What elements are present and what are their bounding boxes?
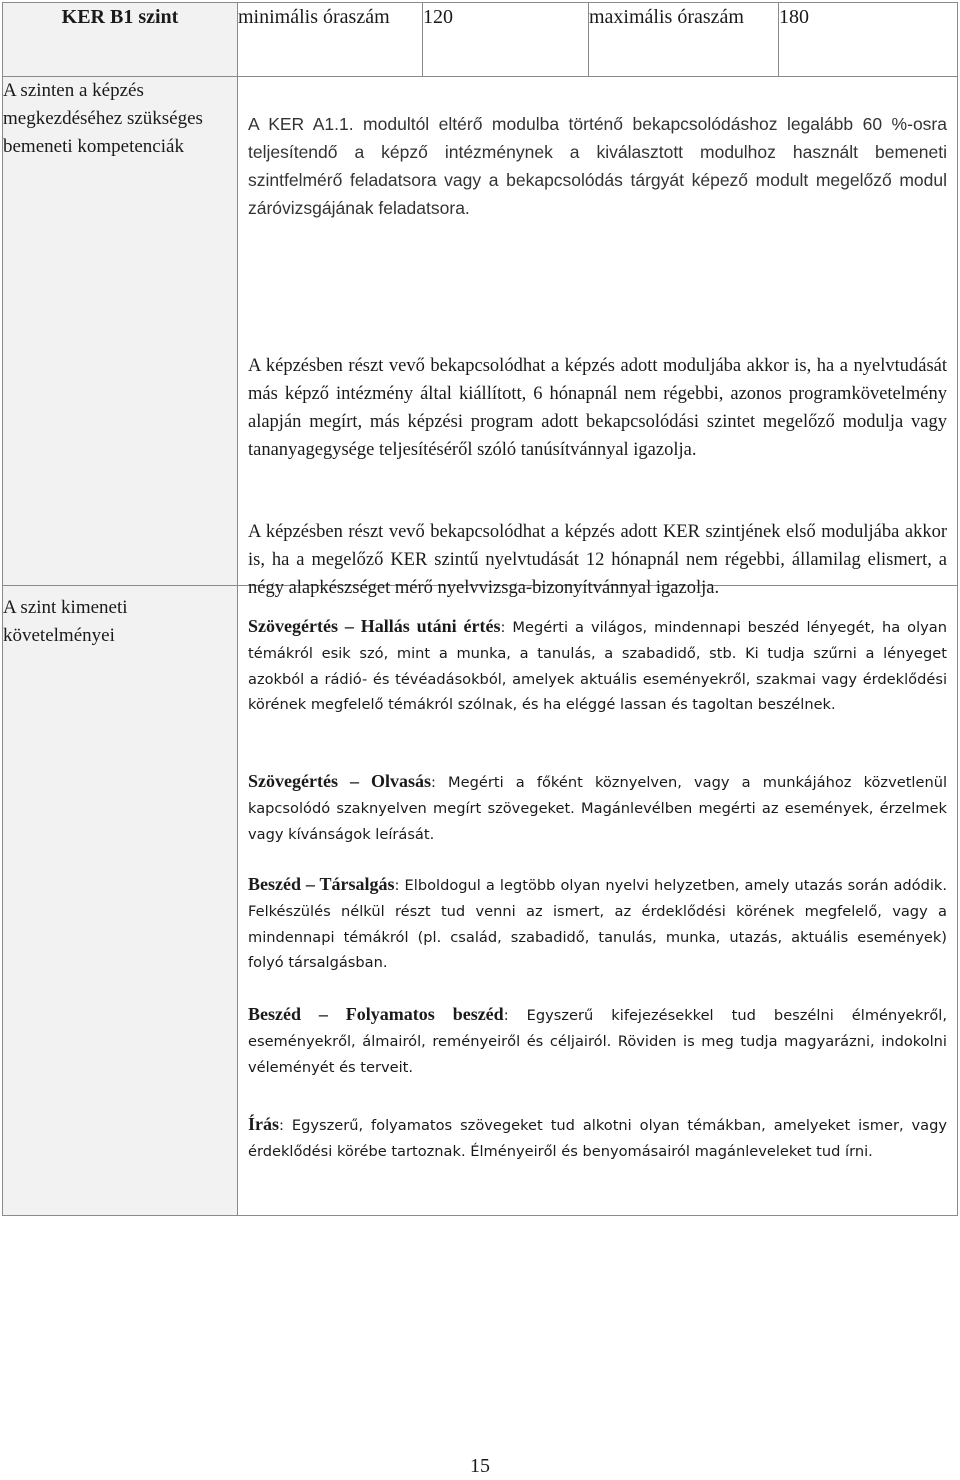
curriculum-table — [2, 2, 958, 1216]
page-number: 15 — [470, 1455, 490, 1477]
outcome-text: Megérti a világos, mindennapi beszéd lényegét, ha olyan témákról esik szó, mint a munka, a tanulás, a szabadidő, stb. Ki tudja szűrni a lényeget azokból a rádió- és tévéadásokból, amelyek aktuális eseményekről, szakmai vagy érdeklődési körének megfelelő témákról szólnak, és ha eléggé lassan és tagoltan beszélnek. — [248, 619, 947, 714]
outcome-text: Egyszerű kifejezésekkel tud beszélni élményekről, eseményekről, álmairól, reményeiről és céljairól. Röviden is meg tudja magyarázni, indokolni véleményét és terveit. — [248, 1007, 947, 1076]
outcomes-row — [3, 586, 958, 1216]
outcome-skill: Beszéd – Folyamatos beszéd — [248, 1004, 504, 1024]
outcome-skill: Írás — [248, 1114, 279, 1134]
level-title: KER B1 szint — [3, 3, 238, 77]
min-hours-label: minimális óraszám — [238, 3, 423, 77]
entry-paragraph-2: A képzésben részt vevő bekapcsolódhat a képzés adott moduljába akkor is, ha a nyelvtudását más képző intézmény által kiállított, 6 hónapnál nem régebbi, azonos programkövetelmény alapján megírt, más képzési program adott bekapcsolódási szintet megelőző modulja vagy tananyagegysége teljesítéséről szóló tanúsítvánnyal igazolja. — [248, 356, 947, 460]
outcome-text: Egyszerű, folyamatos szövegeket tud alkotni olyan témákban, amelyeket ismer, vagy érdeklődési körébe tartoznak. Élményeiről és benyomásairól magánleveleket tud írni. — [248, 1117, 948, 1160]
outcome-item: Írás: Egyszerű, folyamatos szövegeket tud alkotni olyan témákban, amelyeket ismer, vagy érdeklődési körébe tartoznak. Élményeiről és benyomásairól magánleveleket tud írni. — [248, 1114, 948, 1160]
header-row — [3, 3, 958, 77]
outcome-item: Szövegértés – Hallás utáni értés: Megérti a világos, mindennapi beszéd lényegét, ha olyan témákról esik szó, mint a munka, a tanulás, a szabadidő, stb. Ki tudja szűrni a lényeget azokból a rádió- és tévéadásokból, amelyek aktuális eseményekről, szakmai vagy érdeklődési körének megfelelő témákról szólnak, és ha eléggé lassan és tagoltan beszélnek. — [248, 616, 947, 714]
entry-paragraph-1: A KER A1.1. modultól eltérő modulba történő bekapcsolódáshoz legalább 60 %-osra teljesítendő a képző intézménynek a kiválasztott modulhoz használt bemeneti szintfelmérő feladatsora vagy a bekapcsolódás tárgyát képező modult megelőző modul záróvizsgájának feladatsora. — [248, 114, 947, 218]
entry-paragraph-3: A képzésben részt vevő bekapcsolódhat a képzés adott KER szintjének első moduljába akkor is, ha a megelőző KER szintű nyelvtudását 12 hónapnál nem régebbi, államilag elismert, a négy alapkészséget mérő nyelvvizsga-bizonyítvánnyal igazolja. — [248, 522, 947, 598]
outcome-skill: Szövegértés – Olvasás — [248, 771, 431, 791]
max-hours-value: 180 — [779, 3, 958, 77]
outcome-skill: Beszéd – Társalgás — [248, 874, 395, 894]
min-hours-value: 120 — [423, 3, 589, 77]
outcome-item: Szövegértés – Olvasás: Megérti a főként köznyelven, vagy a munkájához közvetlenül kapcsolódó szaknyelven megírt szövegeket. Magánlevélben megérti az események, érzelmek vagy kívánságok leírását. — [248, 771, 948, 843]
max-hours-label: maximális óraszám — [589, 3, 779, 77]
outcome-item: Beszéd – Folyamatos beszéd: Egyszerű kifejezésekkel tud beszélni élményekről, eseményekről, álmairól, reményeiről és céljairól. Röviden is meg tudja magyarázni, indokolni véleményét és terveit. — [248, 1004, 947, 1076]
entry-competencies-label: A szinten a képzés megkezdéséhez szükséges bemeneti kompetenciák — [3, 77, 238, 586]
entry-competencies-content — [238, 77, 958, 598]
outcome-text: Elboldogul a legtöbb olyan nyelvi helyzetben, amely utazás során adódik. Felkészülés nélkül részt tud venni az ismert, az érdeklődési körének megfelelő, vagy a mindennapi témákról (pl. család, szabadidő, tanulás, munka, utazás, aktuális események) folyó társalgásban. — [248, 877, 947, 972]
entry-competencies-row — [3, 77, 958, 586]
outcomes-label: A szint kimeneti követelményei — [3, 586, 238, 1216]
outcome-text: Megérti a főként köznyelven, vagy a munkájához közvetlenül kapcsolódó szaknyelven megírt szövegeket. Magánlevélben megérti az események, érzelmek vagy kívánságok leírását. — [248, 774, 948, 843]
outcomes-content — [238, 586, 958, 1216]
outcome-item: Beszéd – Társalgás: Elboldogul a legtöbb olyan nyelvi helyzetben, amely utazás során adódik. Felkészülés nélkül részt tud venni az ismert, az érdeklődési körének megfelelő, vagy a mindennapi témákról (pl. család, szabadidő, tanulás, munka, utazás, aktuális események) folyó társalgásban. — [248, 874, 947, 972]
outcome-skill: Szövegértés – Hallás utáni értés — [248, 616, 501, 636]
